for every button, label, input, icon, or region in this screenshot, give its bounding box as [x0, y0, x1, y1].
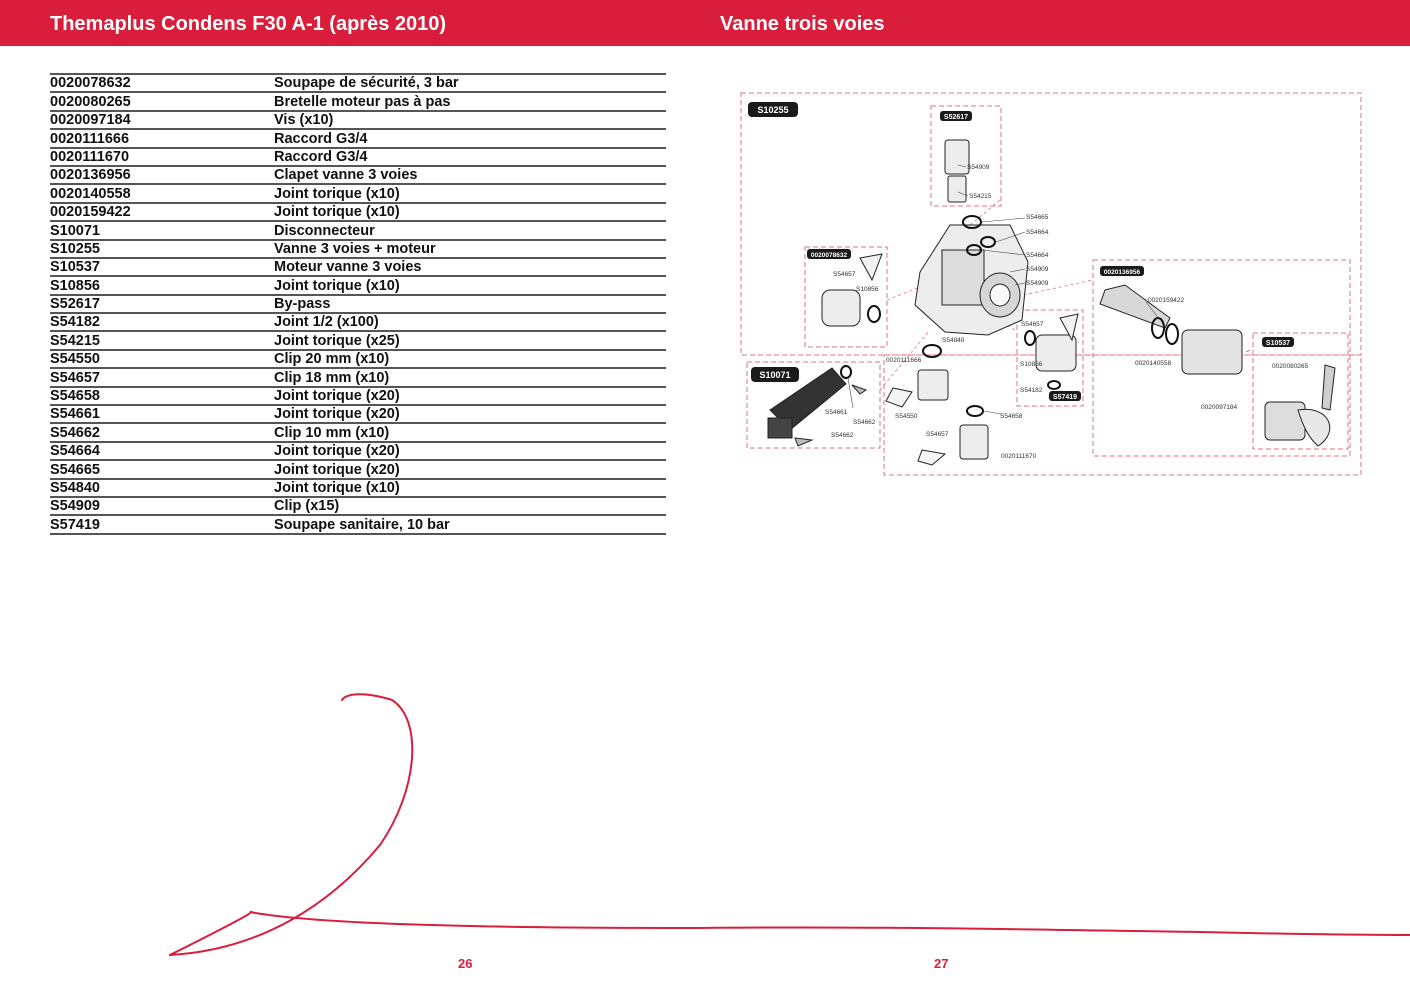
- diagram-label: S54550: [895, 413, 918, 420]
- part-reference: S10071: [50, 221, 274, 239]
- part-description: Moteur vanne 3 voies: [274, 258, 666, 276]
- diagram-label: S10856: [1020, 361, 1043, 368]
- part-description: Joint 1/2 (x100): [274, 313, 666, 331]
- diagram-badge-s10537: [1262, 337, 1294, 347]
- part-reference: S54550: [50, 350, 274, 368]
- part-description: Joint torique (x20): [274, 405, 666, 423]
- part-description: Vanne 3 voies + moteur: [274, 240, 666, 258]
- diagram-label: 0020111666: [886, 357, 922, 364]
- diagram-label: 0020111670: [1001, 453, 1037, 460]
- part-description: Joint torique (x10): [274, 203, 666, 221]
- diagram-label: S54662: [831, 432, 854, 439]
- part-reference: 0020097184: [50, 111, 274, 129]
- part-description: Vis (x10): [274, 111, 666, 129]
- part-reference: S54664: [50, 442, 274, 460]
- part-reference: 0020140558: [50, 184, 274, 202]
- page-number-right: 27: [934, 956, 949, 971]
- diagram-label: S54909: [1026, 280, 1049, 287]
- diagram-label: S54909: [967, 164, 990, 171]
- exploded-view-diagram: [741, 93, 1361, 475]
- diagram-label: S54658: [1000, 413, 1023, 420]
- part-description: Clip 18 mm (x10): [274, 368, 666, 386]
- part-reference: 0020111670: [50, 148, 274, 166]
- diagram-label: S54665: [1026, 214, 1049, 221]
- part-description: Clip (x15): [274, 497, 666, 515]
- part-reference: S10856: [50, 276, 274, 294]
- diagram-label: S54664: [1026, 229, 1049, 236]
- part-reference: 0020111666: [50, 129, 274, 147]
- part-reference: S54662: [50, 423, 274, 441]
- diagram-label: S54662: [853, 419, 876, 426]
- diagram-badge-s57419: [1049, 391, 1081, 401]
- part-description: Raccord G3/4: [274, 148, 666, 166]
- part-reference: S54658: [50, 387, 274, 405]
- part-reference: S54182: [50, 313, 274, 331]
- part-reference: S54215: [50, 331, 274, 349]
- diagram-label: S54215: [969, 193, 992, 200]
- part-reference: S54909: [50, 497, 274, 515]
- diagram-badge-0020136956: [1100, 266, 1144, 276]
- diagram-badge-s10071: [751, 367, 799, 382]
- section-title: Vanne trois voies: [720, 13, 885, 35]
- diagram-label: S10856: [856, 286, 879, 293]
- part-reference: 0020078632: [50, 74, 274, 92]
- diagram-label: S54182: [1020, 387, 1043, 394]
- svg-text:S57419: S57419: [1052, 394, 1078, 401]
- part-description: Joint torique (x10): [274, 276, 666, 294]
- diagram-label: S54664: [1026, 252, 1049, 259]
- document-title: Themaplus Condens F30 A-1 (après 2010): [50, 13, 447, 35]
- part-description: Soupape sanitaire, 10 bar: [274, 515, 666, 533]
- part-reference: S54665: [50, 460, 274, 478]
- part-description: Joint torique (x20): [274, 460, 666, 478]
- diagram-label: 0020159422: [1148, 297, 1185, 304]
- diagram-label: 0020097184: [1201, 404, 1238, 411]
- part-reference: S10537: [50, 258, 274, 276]
- part-description: Clapet vanne 3 voies: [274, 166, 666, 184]
- part-description: Joint torique (x25): [274, 331, 666, 349]
- page-number-left: 26: [458, 956, 473, 971]
- part-description: Joint torique (x10): [274, 184, 666, 202]
- part-description: Joint torique (x20): [274, 387, 666, 405]
- diagram-label: S54909: [1026, 266, 1049, 273]
- part-description: Raccord G3/4: [274, 129, 666, 147]
- part-description: Joint torique (x10): [274, 479, 666, 497]
- part-reference: 0020136956: [50, 166, 274, 184]
- diagram-badge-s10255: [748, 102, 798, 117]
- diagram-badge-s52617: [940, 111, 972, 121]
- diagram-label: S54657: [833, 271, 856, 278]
- diagram-label: S54657: [1021, 321, 1044, 328]
- part-description: Soupape de sécurité, 3 bar: [274, 74, 666, 92]
- part-reference: S54657: [50, 368, 274, 386]
- part-reference: S10255: [50, 240, 274, 258]
- diagram-label: S54661: [825, 409, 848, 416]
- svg-text:S10537: S10537: [1265, 340, 1291, 347]
- svg-text:0020078632: 0020078632: [810, 252, 848, 259]
- decorative-swoosh: [170, 694, 1410, 955]
- diagram-label: 0020080265: [1272, 363, 1309, 370]
- svg-text:S10255: S10255: [757, 105, 789, 115]
- part-description: Disconnecteur: [274, 221, 666, 239]
- part-reference: S54661: [50, 405, 274, 423]
- part-reference: S52617: [50, 295, 274, 313]
- part-description: Joint torique (x20): [274, 442, 666, 460]
- part-reference: 0020080265: [50, 92, 274, 110]
- svg-text:0020136956: 0020136956: [1103, 269, 1141, 276]
- part-description: Bretelle moteur pas à pas: [274, 92, 666, 110]
- diagram-label: S54657: [926, 431, 949, 438]
- part-reference: 0020159422: [50, 203, 274, 221]
- svg-text:S10071: S10071: [759, 370, 791, 380]
- diagram-badge-0020078632: [807, 249, 851, 259]
- part-description: Clip 10 mm (x10): [274, 423, 666, 441]
- part-description: By-pass: [274, 295, 666, 313]
- diagram-label: 0020140558: [1135, 360, 1172, 367]
- part-reference: S54840: [50, 479, 274, 497]
- svg-text:S52617: S52617: [943, 114, 969, 121]
- part-description: Clip 20 mm (x10): [274, 350, 666, 368]
- part-reference: S57419: [50, 515, 274, 533]
- diagram-label: S54840: [942, 337, 965, 344]
